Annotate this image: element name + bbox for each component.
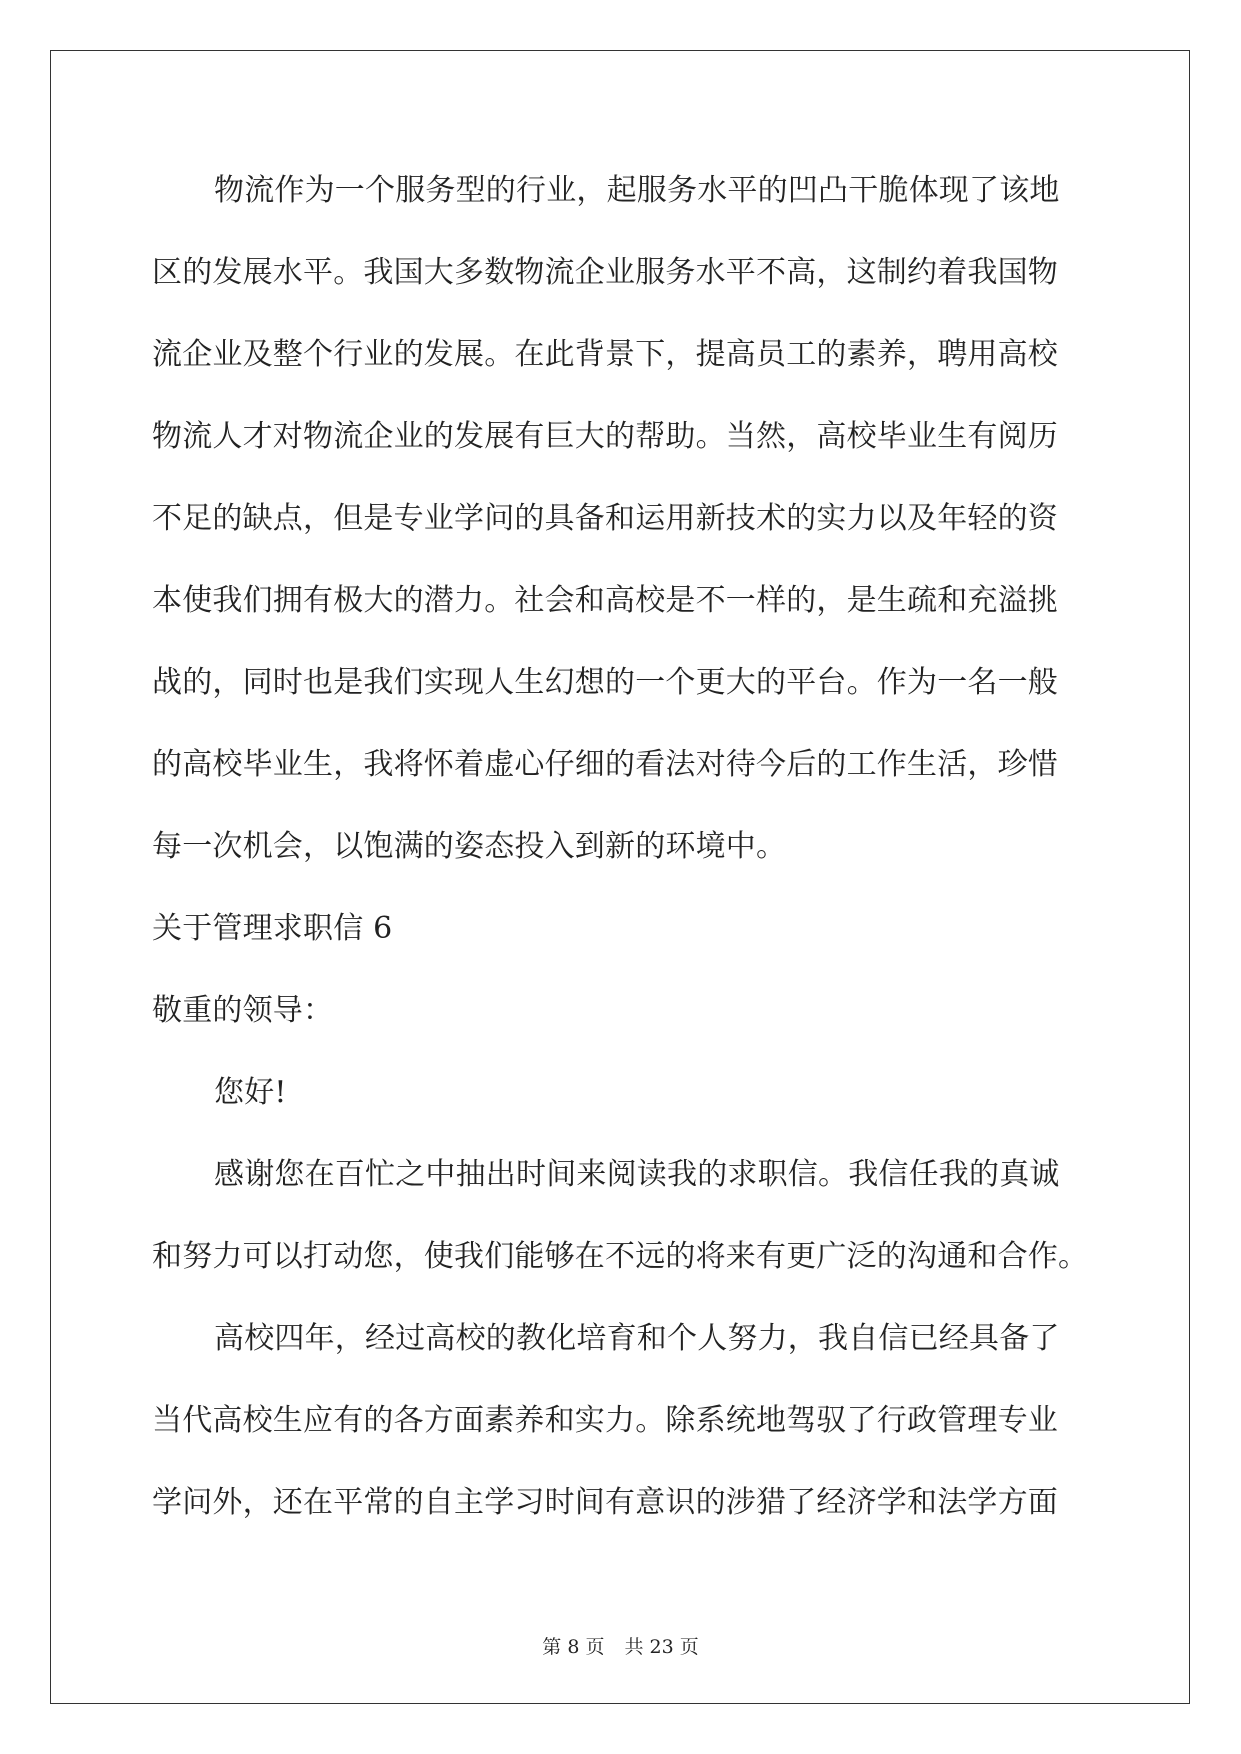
total-page-count: 共 23 页: [624, 1636, 699, 1658]
text-line: 学问外，还在平常的自主学习时间有意识的涉猎了经济学和法学方面: [152, 1485, 1058, 1520]
text-line: 感谢您在百忙之中抽出时间来阅读我的求职信。我信任我的真诚: [214, 1157, 1060, 1192]
text-line: 物流人才对物流企业的发展有巨大的帮助。当然，高校毕业生有阅历: [152, 419, 1058, 454]
text-line: 的高校毕业生，我将怀着虚心仔细的看法对待今后的工作生活，珍惜: [152, 747, 1058, 782]
current-page-number: 第 8 页: [542, 1636, 605, 1658]
greeting: 您好!: [214, 1075, 287, 1110]
salutation: 敬重的领导：: [152, 993, 334, 1028]
text-line: 战的，同时也是我们实现人生幻想的一个更大的平台。作为一名一般: [152, 665, 1058, 700]
text-line: 每一次机会，以饱满的姿态投入到新的环境中。: [152, 829, 787, 864]
document-body: [152, 150, 1092, 1544]
text-line: 流企业及整个行业的发展。在此背景下，提高员工的素养，聘用高校: [152, 337, 1058, 372]
text-line: 区的发展水平。我国大多数物流企业服务水平不高，这制约着我国物: [152, 255, 1058, 290]
section-heading: 关于管理求职信 6: [152, 911, 393, 946]
text-line: 不足的缺点，但是专业学问的具备和运用新技术的实力以及年轻的资: [152, 501, 1058, 536]
text-line: 高校四年，经过高校的教化培育和个人努力，我自信已经具备了: [214, 1321, 1060, 1356]
text-line: 物流作为一个服务型的行业，起服务水平的凹凸干脆体现了该地: [214, 173, 1060, 208]
text-line: 当代高校生应有的各方面素养和实力。除系统地驾驭了行政管理专业: [152, 1403, 1058, 1438]
text-line: 本使我们拥有极大的潜力。社会和高校是不一样的，是生疏和充溢挑: [152, 583, 1058, 618]
text-line: 和努力可以打动您，使我们能够在不远的将来有更广泛的沟通和合作。: [152, 1239, 1089, 1274]
page-footer: [0, 1632, 1241, 1659]
